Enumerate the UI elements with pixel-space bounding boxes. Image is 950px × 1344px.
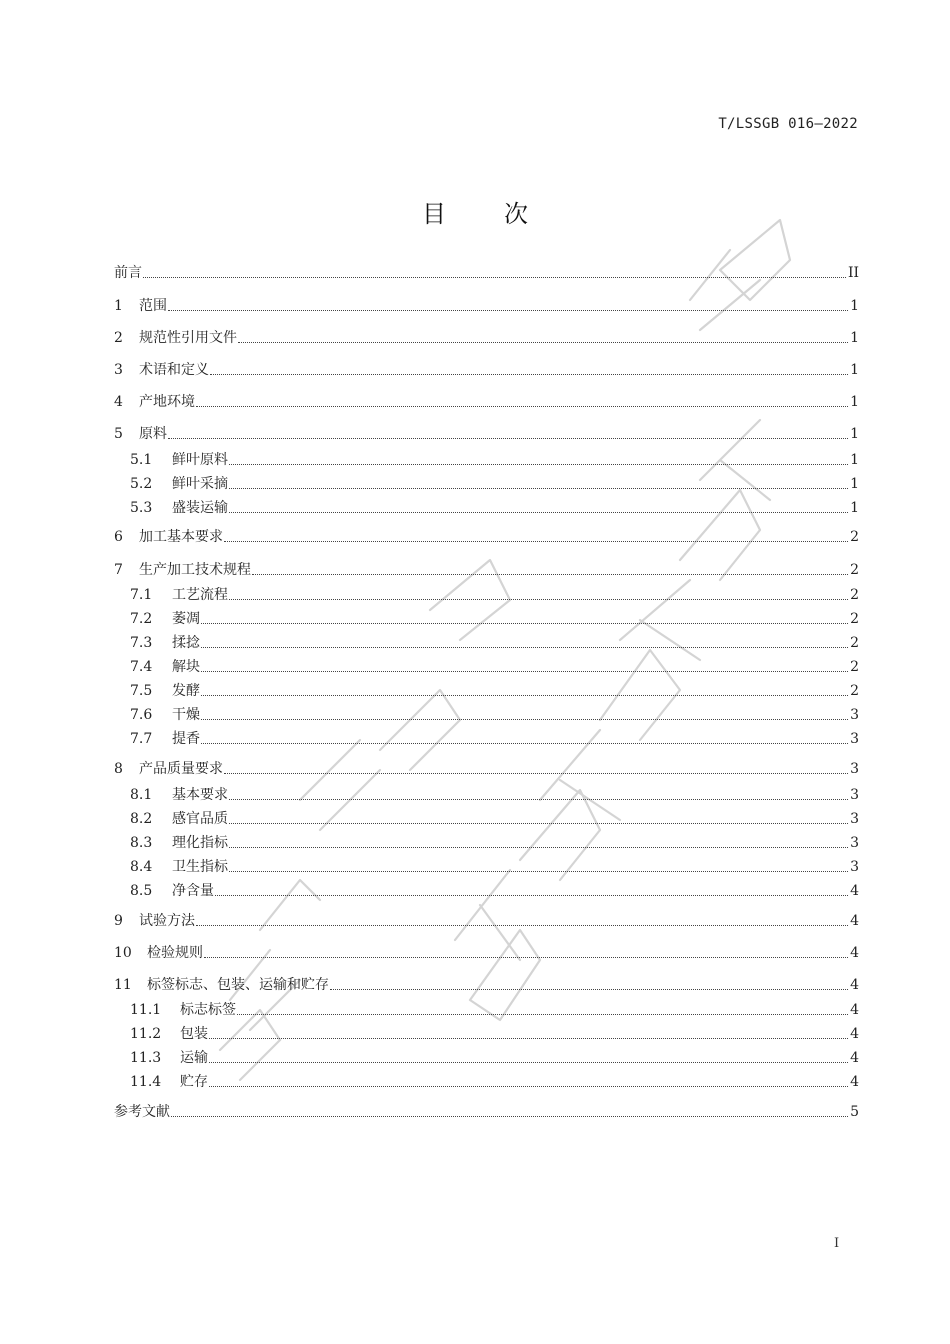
toc-entry[interactable]: [114, 361, 859, 379]
toc-entry-page: 2: [850, 611, 859, 627]
toc-leader-dots: [229, 823, 848, 824]
toc-entry-page: II: [847, 265, 859, 281]
toc-entry-number: 8.5: [130, 883, 153, 899]
toc-entry-label: 鲜叶采摘: [172, 476, 228, 492]
toc-entry[interactable]: [114, 297, 859, 315]
toc-entry-label: 萎凋: [172, 611, 200, 627]
toc-entry-label: 提香: [172, 731, 200, 747]
toc-entry[interactable]: [114, 451, 859, 469]
toc-leader-dots: [229, 464, 848, 465]
toc-leader-dots: [224, 773, 848, 774]
toc-entry-label: 产品质量要求: [139, 761, 223, 777]
toc-entry-number: 7.6: [130, 707, 153, 723]
toc-entry-number: 7.1: [130, 587, 153, 603]
toc-entry[interactable]: [114, 329, 859, 347]
toc-entry-label: 加工基本要求: [139, 529, 223, 545]
toc-leader-dots: [229, 871, 848, 872]
toc-leader-dots: [209, 1086, 848, 1087]
toc-entry[interactable]: [114, 586, 859, 604]
toc-entry-label: 前言: [114, 265, 142, 281]
toc-entry-number: 11.1: [130, 1002, 162, 1018]
toc-leader-dots: [201, 695, 848, 696]
toc-leader-dots: [224, 541, 848, 542]
toc-leader-dots: [229, 512, 848, 513]
toc-entry-number: 8.1: [130, 787, 153, 803]
toc-entry[interactable]: [114, 682, 859, 700]
toc-leader-dots: [168, 310, 848, 311]
toc-entry[interactable]: [114, 760, 859, 778]
toc-entry-number: 11.3: [130, 1050, 162, 1066]
toc-title: 目次: [422, 200, 586, 228]
toc-entry-number: 5.2: [130, 476, 153, 492]
toc-entry-number: 2: [114, 330, 123, 346]
toc-entry[interactable]: [114, 976, 859, 994]
toc-entry-number: 8.4: [130, 859, 153, 875]
toc-entry-page: 3: [850, 787, 859, 803]
toc-entry[interactable]: [114, 786, 859, 804]
toc-entry-label: 术语和定义: [139, 362, 209, 378]
toc-leader-dots: [209, 1062, 848, 1063]
toc-entry[interactable]: [114, 1001, 859, 1019]
toc-entry-number: 8: [114, 761, 123, 777]
toc-leader-dots: [237, 1014, 848, 1015]
toc-entry-number: 7.5: [130, 683, 153, 699]
toc-entry-number: 11: [114, 977, 132, 993]
toc-entry-page: 2: [850, 635, 859, 651]
toc-entry[interactable]: [114, 944, 859, 962]
toc-entry[interactable]: [114, 634, 859, 652]
toc-leader-dots: [210, 374, 848, 375]
toc-entry-page: 3: [850, 761, 859, 777]
toc-entry[interactable]: [114, 264, 859, 282]
toc-entry-number: 1: [114, 298, 123, 314]
toc-entry-label: 试验方法: [139, 913, 195, 929]
toc-entry-label: 揉捻: [172, 635, 200, 651]
toc-leader-dots: [209, 1038, 848, 1039]
toc-entry-label: 干燥: [172, 707, 200, 723]
toc-entry-number: 5.1: [130, 452, 153, 468]
toc-entry-page: 5: [850, 1104, 859, 1120]
toc-entry-number: 7.3: [130, 635, 153, 651]
toc-entry-page: 1: [850, 298, 859, 314]
toc-entry-label: 工艺流程: [172, 587, 228, 603]
toc-entry[interactable]: [114, 528, 859, 546]
toc-leader-dots: [229, 599, 848, 600]
toc-entry-label: 运输: [180, 1050, 208, 1066]
toc-entry-number: 5.3: [130, 500, 153, 516]
toc-entry-page: 1: [850, 476, 859, 492]
toc-entry-page: 3: [850, 859, 859, 875]
toc-entry-page: 4: [850, 977, 859, 993]
toc-entry-label: 规范性引用文件: [139, 330, 237, 346]
toc-entry-page: 1: [850, 362, 859, 378]
toc-entry-number: 5: [114, 426, 123, 442]
toc-entry[interactable]: [114, 475, 859, 493]
toc-leader-dots: [143, 277, 846, 278]
toc-entry[interactable]: [114, 706, 859, 724]
toc-entry-label: 生产加工技术规程: [139, 562, 251, 578]
toc-entry-number: 7.2: [130, 611, 153, 627]
toc-entry-number: 8.2: [130, 811, 153, 827]
toc-entry-page: 4: [850, 1026, 859, 1042]
toc-entry-number: 7.4: [130, 659, 153, 675]
toc-entry-label: 贮存: [180, 1074, 208, 1090]
toc-entry-label: 标志标签: [180, 1002, 236, 1018]
toc-entry[interactable]: [114, 858, 859, 876]
toc-entry[interactable]: [114, 912, 859, 930]
toc-entry[interactable]: [114, 810, 859, 828]
toc-entry-number: 7.7: [130, 731, 153, 747]
toc-entry-label: 产地环境: [139, 394, 195, 410]
toc-entry-page: 2: [850, 529, 859, 545]
toc-entry-page: 3: [850, 731, 859, 747]
toc-entry-page: 3: [850, 811, 859, 827]
toc-entry-page: 1: [850, 500, 859, 516]
toc-entry-label: 理化指标: [172, 835, 228, 851]
toc-leader-dots: [201, 647, 848, 648]
toc-entry-page: 2: [850, 659, 859, 675]
toc-entry-page: 2: [850, 587, 859, 603]
toc-entry[interactable]: [114, 499, 859, 517]
toc-entry[interactable]: [114, 882, 859, 900]
toc-entry-number: 4: [114, 394, 123, 410]
toc-entry-page: 4: [850, 913, 859, 929]
toc-entry-label: 包装: [180, 1026, 208, 1042]
toc-entry-label: 感官品质: [172, 811, 228, 827]
toc-entry-label: 盛装运输: [172, 500, 228, 516]
toc-entry-label: 鲜叶原料: [172, 452, 228, 468]
toc-entry-page: 4: [850, 1074, 859, 1090]
toc-entry-number: 7: [114, 562, 123, 578]
toc-entry-page: 3: [850, 707, 859, 723]
toc-entry[interactable]: [114, 610, 859, 628]
toc-entry-label: 参考文献: [114, 1104, 170, 1120]
toc-leader-dots: [201, 671, 848, 672]
toc-entry-label: 发酵: [172, 683, 200, 699]
toc-entry-page: 1: [850, 394, 859, 410]
toc-leader-dots: [229, 847, 848, 848]
toc-leader-dots: [330, 989, 848, 990]
toc-entry-page: 1: [850, 426, 859, 442]
toc-leader-dots: [201, 623, 848, 624]
toc-leader-dots: [196, 406, 848, 407]
toc-entry[interactable]: [114, 393, 859, 411]
toc-entry-number: 9: [114, 913, 123, 929]
toc-entry-page: 2: [850, 562, 859, 578]
toc-entry-number: 11.2: [130, 1026, 162, 1042]
toc-leader-dots: [196, 925, 848, 926]
toc-leader-dots: [204, 957, 848, 958]
toc-entry[interactable]: [114, 834, 859, 852]
toc-entry[interactable]: [114, 658, 859, 676]
toc-entry-page: 1: [850, 452, 859, 468]
toc-entry-label: 净含量: [172, 883, 214, 899]
toc-entry-label: 原料: [139, 426, 167, 442]
toc-entry-number: 11.4: [130, 1074, 162, 1090]
toc-leader-dots: [201, 743, 848, 744]
toc-entry-page: 4: [850, 883, 859, 899]
toc-entry-label: 卫生指标: [172, 859, 228, 875]
toc-entry[interactable]: [114, 1025, 859, 1043]
toc-entry[interactable]: [114, 425, 859, 443]
toc-entry-number: 10: [114, 945, 132, 961]
document-code: T/LSSGB 016—2022: [718, 116, 858, 132]
toc-entry-page: 4: [850, 1002, 859, 1018]
toc-entry-label: 解块: [172, 659, 200, 675]
toc-entry-page: 4: [850, 1050, 859, 1066]
toc-entry-number: 6: [114, 529, 123, 545]
toc-entry[interactable]: [114, 1073, 859, 1091]
toc-entry-label: 范围: [139, 298, 167, 314]
toc-entry-label: 基本要求: [172, 787, 228, 803]
toc-leader-dots: [168, 438, 848, 439]
page-number: I: [834, 1236, 840, 1251]
toc-entry-label: 标签标志、包装、运输和贮存: [147, 977, 329, 993]
toc-entry[interactable]: [114, 561, 859, 579]
toc-entry[interactable]: [114, 730, 859, 748]
toc-entry-page: 3: [850, 835, 859, 851]
toc-entry-label: 检验规则: [147, 945, 203, 961]
toc-entry-number: 3: [114, 362, 123, 378]
toc-entry-page: 4: [850, 945, 859, 961]
toc-entry[interactable]: [114, 1103, 859, 1121]
toc-entry[interactable]: [114, 1049, 859, 1067]
toc-leader-dots: [171, 1116, 848, 1117]
toc-leader-dots: [238, 342, 848, 343]
toc-entry-page: 2: [850, 683, 859, 699]
toc-leader-dots: [252, 574, 848, 575]
toc-entry-page: 1: [850, 330, 859, 346]
toc-leader-dots: [229, 488, 848, 489]
toc-entry-number: 8.3: [130, 835, 153, 851]
toc-leader-dots: [201, 719, 848, 720]
toc-leader-dots: [229, 799, 848, 800]
toc-leader-dots: [215, 895, 848, 896]
